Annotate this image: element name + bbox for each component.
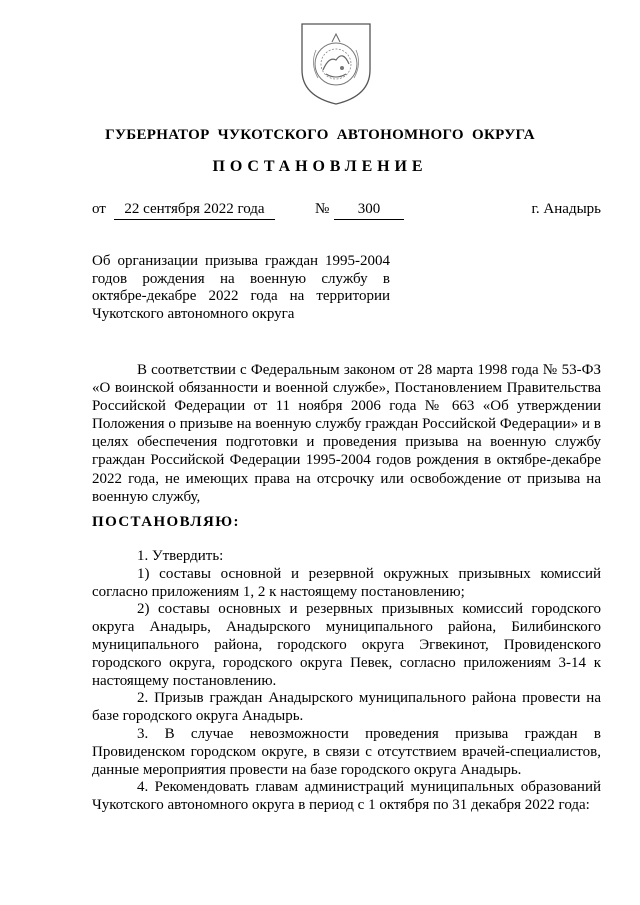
decree-item: 2) составы основных и резервных призывных комиссий городского округа Анадырь, Анадырского муниципального района, Билибинского муниципального района, городского округа Эгвекинот, Провиденского городского округа, городского округа Певек, согласно приложениям 3-14 к настоящему постановлению. <box>92 601 601 689</box>
document-meta-row <box>92 201 601 221</box>
decree-item: 3. В случае невозможности проведения призыва граждан в Провиденском городском округе, в связи с отсутствием врачей-специалистов, данные мероприятия провести на базе городского округа Анадырь. <box>92 725 601 778</box>
decree-item: 1) составы основной и резервной окружных призывных комиссий согласно приложениям 1, 2 к настоящему постановлению; <box>92 565 601 600</box>
document-type-title: ПОСТАНОВЛЕНИЕ <box>212 158 428 175</box>
document-number: 300 <box>334 201 404 220</box>
preamble-paragraph: В соответствии с Федеральным законом от 28 марта 1998 года № 53-ФЗ «О воинской обязанности и военной службе», Постановлением Правительства Российской Федерации от 11 ноября 2006 года № 663 «Об утверждении Положения о призыве на военную службу граждан Российской Федерации» и в целях обеспечения подготовки и проведения призыва на военную службу граждан Российской Федерации 1995-2004 годов рождения в октябре-декабре 2022 года, не имеющих права на отсрочку или освобождение от призыва на военную службу, <box>92 362 601 505</box>
date-prefix: от <box>92 201 106 217</box>
document-subject: Об организации призыва граждан 1995-2004 годов рождения на военную службу в октябре-декабре 2022 года на территории Чукотского автономного округа <box>92 253 390 322</box>
number-sign: № <box>315 201 330 217</box>
document-date: 22 сентября 2022 года <box>114 201 275 220</box>
coat-of-arms-emblem <box>296 20 376 106</box>
decree-heading: ПОСТАНОВЛЯЮ: <box>92 514 240 530</box>
decree-item: 4. Рекомендовать главам администраций муниципальных образований Чукотского автономного округа в период с 1 октября по 31 декабря 2022 года: <box>92 779 601 814</box>
decree-items <box>92 548 601 815</box>
document-city: г. Анадырь <box>531 201 601 217</box>
decree-item: 1. Утвердить: <box>137 548 224 564</box>
governor-title: ГУБЕРНАТОР ЧУКОТСКОГО АВТОНОМНОГО ОКРУГА <box>105 127 535 143</box>
decree-item: 2. Призыв граждан Анадырского муниципального района провести на базе городского округа Анадырь. <box>92 690 601 725</box>
